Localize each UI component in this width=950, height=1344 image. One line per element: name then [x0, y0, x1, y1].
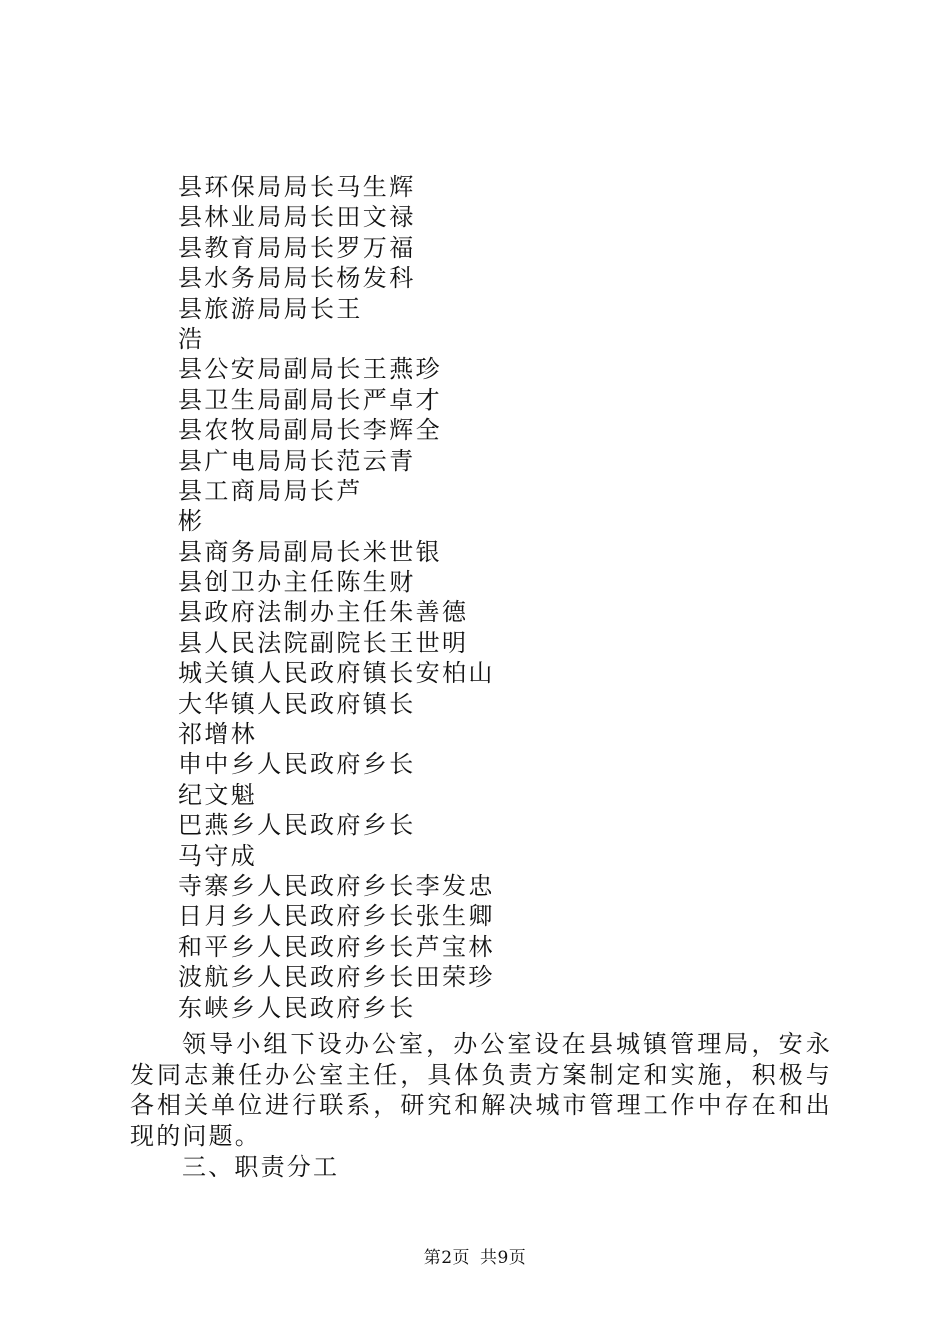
list-item: 东峡乡人民政府乡长 [178, 993, 416, 1022]
list-item: 县教育局局长罗万福 [178, 233, 416, 262]
list-item: 县广电局局长范云青 [178, 446, 416, 475]
list-item: 城关镇人民政府镇长安柏山 [178, 659, 495, 688]
list-item: 县旅游局局长王 [178, 294, 363, 323]
list-item: 县商务局副局长米世银 [178, 537, 442, 566]
list-item: 县卫生局副局长严卓才 [178, 385, 442, 414]
list-item: 县农牧局副局长李辉全 [178, 416, 442, 445]
list-item: 县人民法院副院长王世明 [178, 628, 469, 657]
list-item: 县政府法制办主任朱善德 [178, 598, 469, 627]
list-item: 申中乡人民政府乡长 [178, 750, 416, 779]
list-item: 县创卫办主任陈生财 [178, 568, 416, 597]
list-item: 波航乡人民政府乡长田荣珍 [178, 963, 495, 992]
list-item: 纪文魁 [178, 780, 258, 809]
section-heading: 三、职责分工 [182, 1153, 340, 1181]
list-item: 祁增林 [178, 720, 258, 749]
list-item: 马守成 [178, 841, 258, 870]
list-item: 县公安局副局长王燕珍 [178, 355, 442, 384]
list-item: 彬 [178, 507, 205, 536]
list-item: 县水务局局长杨发科 [178, 264, 416, 293]
list-item: 巴燕乡人民政府乡长 [178, 811, 416, 840]
list-item: 县环保局局长马生辉 [178, 173, 416, 201]
list-item: 县工商局局长芦 [178, 476, 363, 505]
page-footer: 第2页 共9页 [423, 1248, 527, 1268]
member-list [178, 172, 495, 1023]
list-item: 日月乡人民政府乡长张生卿 [178, 902, 495, 931]
list-item: 寺寨乡人民政府乡长李发忠 [178, 871, 495, 900]
list-item: 大华镇人民政府镇长 [178, 689, 416, 718]
list-item: 和平乡人民政府乡长芦宝林 [178, 932, 495, 961]
list-item: 县林业局局长田文禄 [178, 203, 416, 232]
office-paragraph: 领导小组下设办公室，办公室设在县城镇管理局，安永发同志兼任办公室主任，具体负责方案制定和实施，积极与各相关单位进行联系，研究和解决城市管理工作中存在和出现的问题。 [130, 1030, 832, 1150]
list-item: 浩 [178, 324, 205, 353]
